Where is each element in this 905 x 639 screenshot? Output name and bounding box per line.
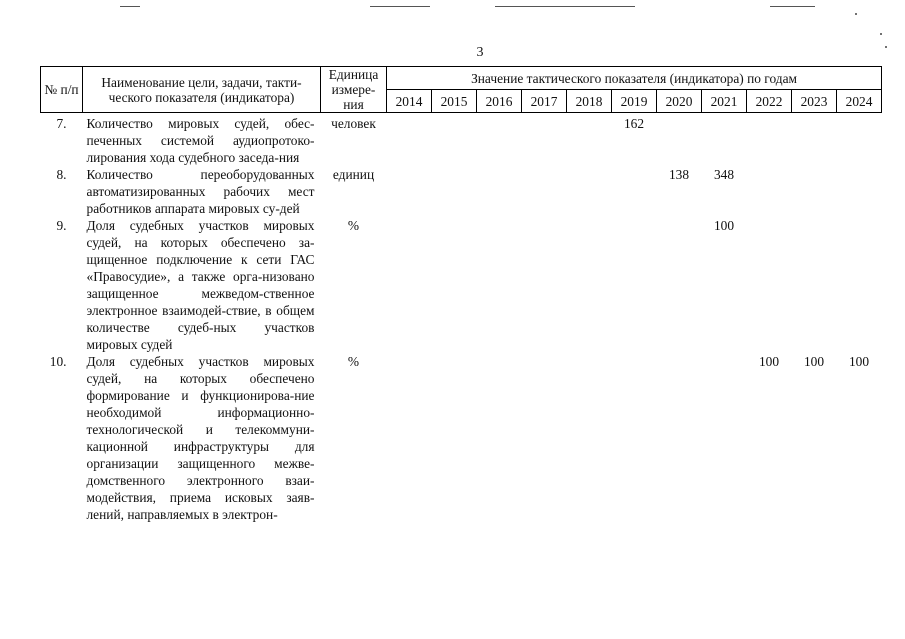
value-2024	[837, 166, 882, 217]
header-row	[41, 67, 882, 90]
value-2022	[747, 166, 792, 217]
value-2024: 100	[848, 354, 870, 369]
row-number: 10.	[49, 354, 67, 369]
value-2020: 138	[668, 167, 690, 182]
value-2020	[657, 353, 702, 523]
header-year-2020: 2020	[657, 90, 702, 113]
unit-of-measure: %	[347, 354, 360, 369]
header-year-2021: 2021	[702, 90, 747, 113]
value-2014	[387, 217, 432, 353]
header-number: № п/п	[41, 67, 83, 113]
header-year-2018: 2018	[567, 90, 612, 113]
value-2020	[657, 113, 702, 167]
header-year-2014: 2014	[387, 90, 432, 113]
scan-speck	[880, 33, 882, 35]
indicator-name: Доля судебных участков мировых судей, на которых обеспечено за-щищенное подключение к сети ГАС «Правосудие», а также орга-низовано защищенное межведом-ственное электронное взаимодей-ствие, в общем количестве судеб-ных участков мировых судей	[86, 218, 315, 352]
row-number: 9.	[56, 218, 67, 233]
value-2020	[657, 217, 702, 353]
indicators-table	[40, 66, 882, 523]
value-2014	[387, 353, 432, 523]
value-2016	[477, 166, 522, 217]
value-2023	[792, 217, 837, 353]
value-2015	[432, 113, 477, 167]
value-2021: 348	[713, 167, 735, 182]
value-2019	[612, 166, 657, 217]
value-2022	[747, 217, 792, 353]
table-body	[41, 113, 882, 524]
unit-of-measure: единиц	[332, 167, 375, 182]
header-name: Наименование цели, задачи, такти-ческого показателя (индикатора)	[83, 67, 321, 113]
value-2019: 162	[623, 116, 645, 131]
scan-artifact	[495, 6, 635, 7]
value-2023: 100	[803, 354, 825, 369]
table-row	[41, 166, 882, 217]
unit-of-measure: %	[347, 218, 360, 233]
value-2015	[432, 353, 477, 523]
header-year-2022: 2022	[747, 90, 792, 113]
value-2021: 100	[713, 218, 735, 233]
value-2017	[522, 217, 567, 353]
table-row	[41, 353, 882, 523]
header-year-2015: 2015	[432, 90, 477, 113]
row-number: 8.	[56, 167, 67, 182]
value-2014	[387, 166, 432, 217]
header-year-2016: 2016	[477, 90, 522, 113]
value-2017	[522, 353, 567, 523]
header-year-2017: 2017	[522, 90, 567, 113]
indicator-name: Доля судебных участков мировых судей, на которых обеспечено формирование и функционирова-ние необходимой информационно-технологической и телекоммуни-кационной инфраструктуры для организации защищенного межве-домственного электронного взаи-модействия, приема исковых заяв-лений, направляемых в электрон-	[86, 354, 315, 522]
value-2018	[567, 113, 612, 167]
header-year-2023: 2023	[792, 90, 837, 113]
value-2017	[522, 113, 567, 167]
scan-artifact	[370, 6, 430, 7]
value-2015	[432, 217, 477, 353]
header-unit: Единица измере-ния	[321, 67, 387, 113]
table-row	[41, 217, 882, 353]
scan-artifact	[770, 6, 815, 7]
value-2022: 100	[758, 354, 780, 369]
value-2019	[612, 217, 657, 353]
value-2016	[477, 217, 522, 353]
value-2016	[477, 113, 522, 167]
value-2024	[837, 217, 882, 353]
table-row	[41, 113, 882, 167]
scan-speck	[885, 46, 887, 48]
value-2021	[702, 353, 747, 523]
header-year-2019: 2019	[612, 90, 657, 113]
scan-speck	[855, 13, 857, 15]
value-2024	[837, 113, 882, 167]
value-2016	[477, 353, 522, 523]
header-values-by-year: Значение тактического показателя (индикатора) по годам	[387, 67, 882, 90]
value-2014	[387, 113, 432, 167]
value-2022	[747, 113, 792, 167]
value-2019	[612, 353, 657, 523]
indicator-name: Количество мировых судей, обес-печенных системой аудиопротоко-лирования хода судебного заседа-ния	[86, 116, 315, 165]
row-number: 7.	[56, 116, 67, 131]
unit-of-measure: человек	[331, 116, 376, 131]
value-2017	[522, 166, 567, 217]
scan-artifact	[120, 6, 140, 7]
value-2021	[702, 113, 747, 167]
indicator-name: Количество переоборудованных автоматизированных рабочих мест работников аппарата мировых су-дей	[86, 167, 315, 216]
value-2023	[792, 166, 837, 217]
value-2015	[432, 166, 477, 217]
value-2018	[567, 353, 612, 523]
value-2018	[567, 166, 612, 217]
value-2023	[792, 113, 837, 167]
page-number: 3	[476, 45, 484, 60]
header-year-2024: 2024	[837, 90, 882, 113]
value-2018	[567, 217, 612, 353]
